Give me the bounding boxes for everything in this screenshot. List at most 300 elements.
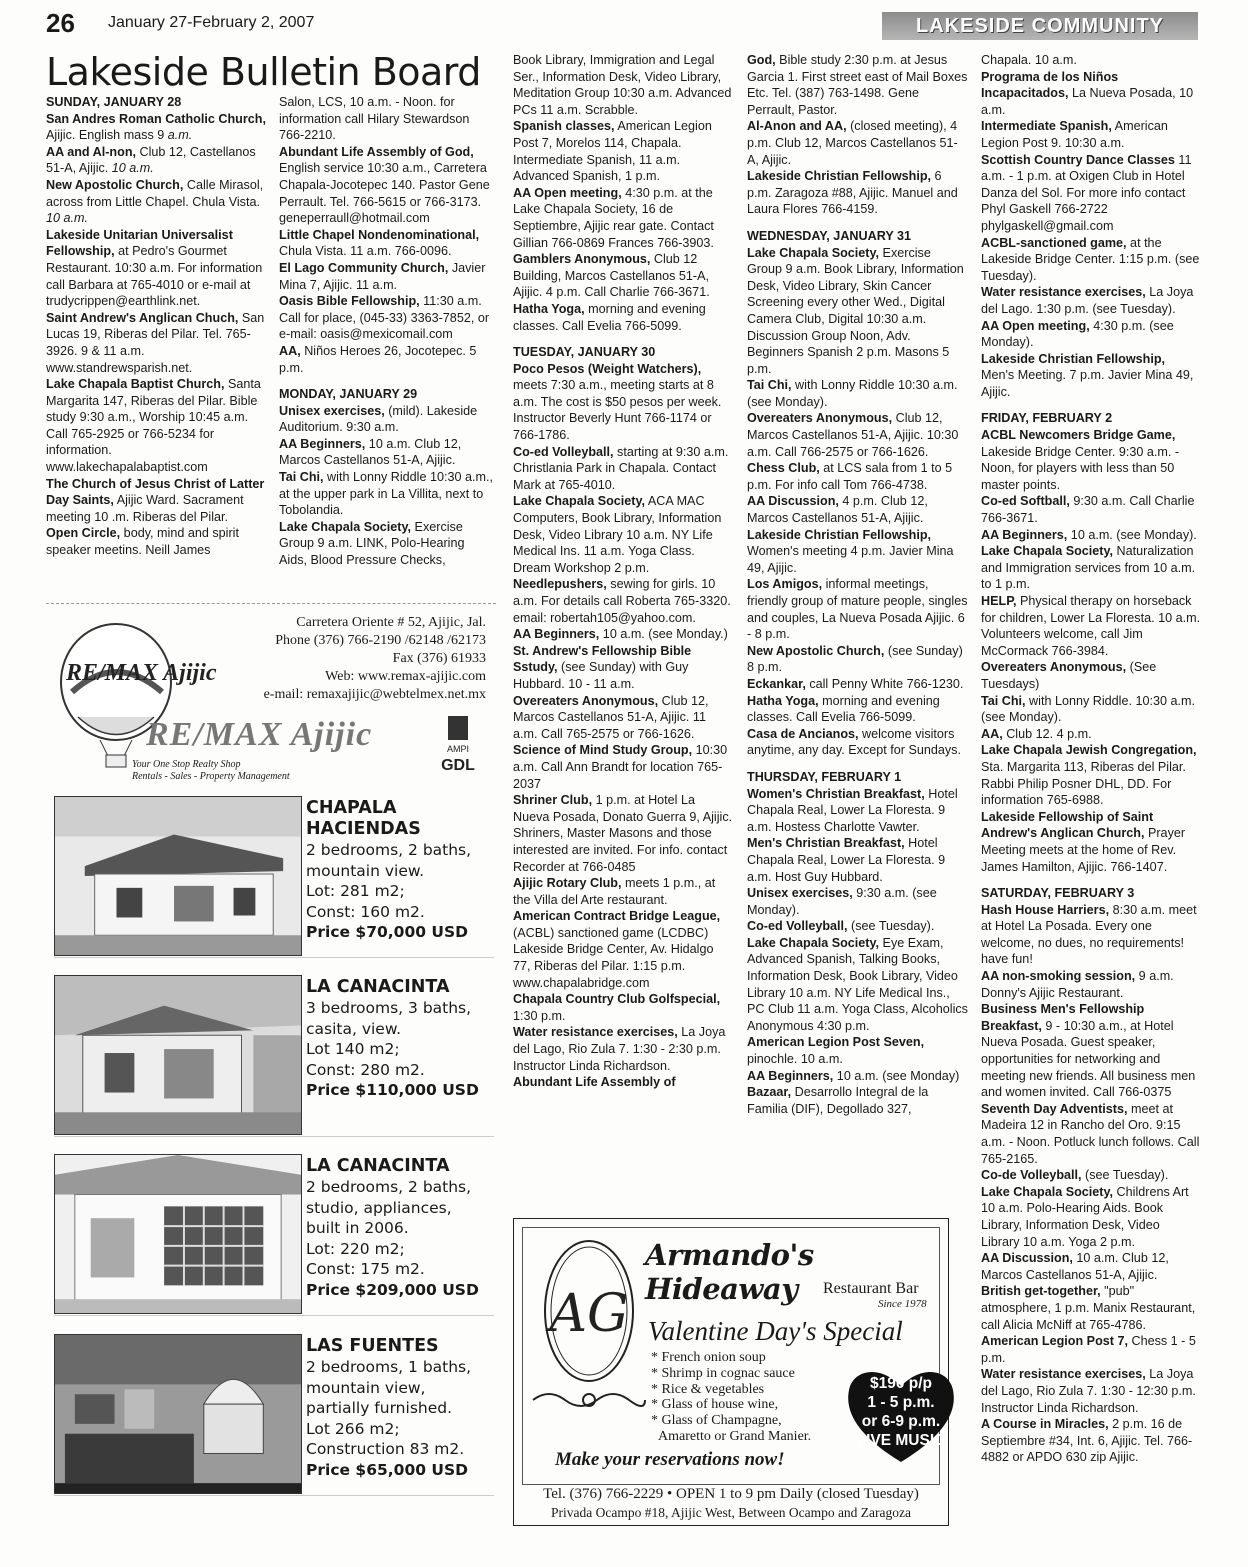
event-details: 10 a.m. Club 12, Marcos Castellanos 51-A, Ajijic. <box>279 436 462 468</box>
event-details: ACA MAC Computers, Book Library, Information Desk, Video Library 10 a.m. NY Life Medical Ins. 11 a.m. Yoga Class. Dream Workshop 2 p.m. <box>513 494 722 575</box>
event-details: 10:30 a.m. Call Ann Brandt for location 765-2037 <box>513 743 728 791</box>
listing-detail: 3 bedrooms, 3 baths, <box>306 999 472 1017</box>
event-listing <box>747 726 969 759</box>
event-name: Open Circle, <box>46 526 121 541</box>
event-details: 8:30 a.m. meet at Hotel La Posada. Every one welcome, no dues, no requirements! have fun! <box>981 902 1197 967</box>
event-listing <box>747 377 969 410</box>
event-listing <box>981 1283 1201 1333</box>
event-name: Lakeside Christian Fellowship, <box>747 169 932 184</box>
event-name: Lake Chapala Baptist Church, <box>46 377 225 392</box>
day-heading: SATURDAY, FEBRUARY 3 <box>981 886 1135 901</box>
special-heading: Valentine Day's Special <box>648 1316 903 1346</box>
event-details: 4:30 p.m. at the Lake Chapala Society, 16 de Septiembre, Ajijic rear gate. Contact Gillian 766-0869 Frances 766-3903. <box>513 185 714 250</box>
event-listing <box>279 94 495 144</box>
ampi-label: AMPI <box>446 744 470 754</box>
event-listing <box>981 543 1201 593</box>
event-listing <box>513 1074 733 1091</box>
event-details: (closed meeting), 4 p.m. Club 12, Marcos Castellanos 51-A, Ajijic. <box>747 119 958 167</box>
event-details: Desarrollo Integral de la Familia (DIF), Degollado 327, <box>747 1085 929 1116</box>
remax-slogan: Your One Stop Realty Shop <box>132 759 241 770</box>
price-time-2: or 6-9 p.m. <box>861 1413 941 1430</box>
event-listing <box>981 52 1201 69</box>
monogram-text: AG <box>549 1284 629 1344</box>
listing-name: LA CANACINTA <box>306 1156 450 1176</box>
gdl-label: GDL <box>441 757 475 774</box>
event-name: Poco Pesos (Weight Watchers), <box>513 361 702 376</box>
event-time: 10 a.m. <box>46 211 88 226</box>
event-name: British get-together, <box>981 1284 1101 1299</box>
event-name: Tai Chi, <box>279 470 324 485</box>
event-listing <box>981 659 1201 692</box>
event-details: English service 10:30 a.m., Carretera Chapala-Jocotepec 140. Pastor Gene Perrault. Tel. 766-5615 or 766-3173. geneperraull@hotmail.com <box>279 161 490 226</box>
event-listing <box>279 144 495 227</box>
event-listing <box>981 1101 1201 1167</box>
event-listing <box>513 792 733 875</box>
event-name: Intermediate Spanish, <box>981 119 1112 134</box>
event-listing <box>747 493 969 526</box>
event-name: AA Discussion, <box>981 1251 1073 1266</box>
event-name: Lake Chapala Society, <box>513 494 646 509</box>
listing-details <box>306 1156 494 1301</box>
event-name: AA Open meeting, <box>513 185 622 200</box>
event-details: Naturalization and Immigration services from 10 a.m. to 1 p.m. <box>981 544 1196 592</box>
event-listing <box>981 809 1201 875</box>
event-listing <box>981 1250 1201 1283</box>
event-name: Seventh Day Adventists, <box>981 1101 1128 1116</box>
event-name: Lake Chapala Society, <box>747 935 880 950</box>
price-heart-badge <box>845 1364 957 1464</box>
event-name: AA Beginners, <box>981 527 1068 542</box>
listing-detail: mountain view, <box>306 1378 426 1397</box>
event-name: Bazaar, <box>747 1085 792 1100</box>
event-details: Hotel Chapala Real, Lower La Floresta. 9 a.m. Host Guy Hubbard. <box>747 836 946 884</box>
event-listing <box>46 177 270 227</box>
restaurant-name: Armando's Hideaway <box>645 1238 814 1306</box>
price-time-1: 1 - 5 p.m. <box>867 1394 935 1411</box>
armandos-hideaway-advertisement <box>513 1218 949 1526</box>
event-details: 10 a.m. (see Monday) <box>833 1068 960 1083</box>
event-listing <box>46 376 270 476</box>
event-details: 2 p.m. 16 de Septiembre #34, Int. 6, Ajijic. Tel. 766-4882 or APDO 630 zip Ajijic. <box>981 1417 1193 1465</box>
event-details: 9:30 a.m. Call Charlie 766-3671. <box>981 494 1195 526</box>
event-listing <box>513 875 733 908</box>
event-listing <box>747 1068 969 1085</box>
listing-detail: casita, view. <box>306 1019 402 1038</box>
event-name: HELP, <box>981 594 1017 608</box>
event-details: Ajijic Ward. Sacrament meeting 10 .m. Riberas del Pilar. <box>46 493 244 524</box>
listing-detail: 2 bedrooms, 2 baths, <box>306 841 472 859</box>
event-details: (ACBL) sanctioned game (LCDBC) Lakeside Bridge Center, Av. Hidalgo 77, Riberas del Pilar. 1:15 p.m. www.chapalabridge.com <box>513 925 714 990</box>
event-details: morning and evening classes. Call Evelia 766-5099. <box>747 693 940 725</box>
event-name: Scottish Country Dance Classes <box>981 152 1175 167</box>
event-details: Ajijic. English mass 9 <box>46 128 168 143</box>
event-listing <box>513 576 733 626</box>
listing-details <box>306 977 494 1101</box>
event-listing <box>513 185 733 251</box>
event-details: sewing for girls. 10 a.m. For details call Roberta 765-3320. email: robertah105@yahoo.com. <box>513 577 731 625</box>
event-listing <box>747 52 969 118</box>
event-listing <box>747 643 969 676</box>
event-listing <box>981 284 1201 317</box>
event-details: Men's Meeting. 7 p.m. Javier Mina 49, Ajijic. <box>981 368 1194 399</box>
event-listing <box>513 118 733 184</box>
event-details: Hotel Chapala Real, Lower La Floresta. 9 a.m. Hostess Charlotte Vawter. <box>747 786 958 834</box>
day-heading: WEDNESDAY, JANUARY 31 <box>747 228 912 243</box>
event-name: Ajijic Rotary Club, <box>513 876 622 891</box>
kitchen-photo <box>54 1334 302 1494</box>
day-heading: TUESDAY, JANUARY 30 <box>513 345 656 360</box>
event-details: morning and evening classes. Call Evelia 766-5099. <box>513 301 706 333</box>
event-listing <box>747 918 969 935</box>
event-listing <box>981 902 1201 968</box>
remax-wordmark: RE/MAX Ajijic <box>146 716 373 753</box>
event-name: San Andres Roman Catholic Church, <box>46 111 266 126</box>
bulletin-column-3 <box>513 52 733 1212</box>
event-name: A Course in Miracles, <box>981 1417 1109 1432</box>
event-details: at LCS sala from 1 to 5 p.m. For info call Tom 766-4738. <box>747 461 953 492</box>
event-details: (see Sunday) 8 p.m. <box>747 643 963 675</box>
bulletin-column-2 <box>279 94 495 594</box>
event-details: 11:30 a.m. Call for place, (045-33) 3363-7852, or e-mail: oasis@mexicomail.com <box>279 294 490 342</box>
day-heading: FRIDAY, FEBRUARY 2 <box>981 411 1113 426</box>
section-banner: LAKESIDE COMMUNITY <box>882 12 1198 40</box>
event-listing <box>981 527 1201 544</box>
event-details: 10 a.m. Club 12, Marcos Castellanos 51-A, Ajijic. <box>981 1251 1169 1282</box>
event-name: Shriner Club, <box>513 793 593 808</box>
event-details: San Lucas 19, Riberas del Pilar. Tel. 765-3926. 9 & 11 a.m. www.standrewsparish.net. <box>46 310 265 375</box>
event-name: New Apostolic Church, <box>747 643 885 658</box>
event-details: La Joya del Lago. 1:30 p.m. (see Tuesday). <box>981 285 1194 316</box>
event-name: Science of Mind Study Group, <box>513 743 693 758</box>
event-name: El Lago Community Church, <box>279 260 449 275</box>
remax-website: Web: www.remax-ajijic.com <box>325 669 486 684</box>
event-listing <box>981 742 1201 808</box>
price-details <box>845 1374 957 1450</box>
event-name: Overeaters Anonymous, <box>981 660 1127 675</box>
event-details: American Legion Post 9. 10:30 a.m. <box>981 119 1168 150</box>
event-name: Saint Andrew's Anglican Chuch, <box>46 310 239 325</box>
event-listing <box>747 527 969 577</box>
day-heading: THURSDAY, FEBRUARY 1 <box>747 769 902 784</box>
scroll-ornament-icon <box>529 1386 649 1414</box>
event-listing <box>279 293 495 343</box>
event-name: Casa de Ancianos, <box>747 726 859 741</box>
listing-la-canacinta-1 <box>54 975 494 1137</box>
listing-detail: Lot 140 m2; <box>306 1040 400 1059</box>
remax-email: e-mail: remaxajijic@webtelmex.net.mx <box>263 687 486 702</box>
listing-detail: 2 bedrooms, 1 baths, <box>306 1358 472 1376</box>
event-name: Co-ed Volleyball, <box>513 444 614 459</box>
listing-price: Price $110,000 USD <box>306 1081 479 1100</box>
listing-name: LAS FUENTES <box>306 1336 439 1356</box>
event-details: Chapala. 10 a.m. <box>981 53 1077 67</box>
event-listing <box>747 168 969 218</box>
event-details: 6 p.m. Zaragoza #88, Ajijic. Manuel and Laura Flores 766-4159. <box>747 169 958 217</box>
event-name: The Church of Jesus Christ of Latter Day Saints, <box>46 476 265 508</box>
event-details: body, mind and spirit speaker meetins. Neill James <box>46 526 239 558</box>
event-details: 1:30 p.m. <box>513 1008 566 1023</box>
price-per-person: $190 p/p <box>869 1375 933 1392</box>
event-name: Hatha Yoga, <box>747 693 819 708</box>
event-details: call Penny White 766-1230. <box>805 676 964 691</box>
listing-name: LA CANACINTA <box>306 977 450 997</box>
event-listing <box>279 343 495 376</box>
day-heading: SUNDAY, JANUARY 28 <box>46 95 182 109</box>
listing-details <box>306 798 494 943</box>
issue-date: January 27-February 2, 2007 <box>108 14 315 31</box>
event-name: ACBL Newcomers Bridge Game, <box>981 428 1176 443</box>
event-details: (See Tuesdays) <box>981 660 1157 691</box>
event-listing <box>981 152 1201 235</box>
event-listing <box>747 245 969 378</box>
event-details: Club 12, Marcos Castellanos 51-A, Ajijic. 11 a.m. Call 765-2575 or 766-1626. <box>513 693 709 741</box>
event-listing <box>279 436 495 469</box>
event-listing <box>981 1184 1201 1250</box>
event-listing <box>981 1333 1201 1366</box>
event-details: Prayer Meeting meets at the home of Rev. James Hamilton, Ajijic. 766-1407. <box>981 826 1186 874</box>
event-name: Lakeside Unitarian Universalist Fellowship, <box>46 227 233 259</box>
listing-detail: built in 2006. <box>306 1219 409 1238</box>
event-details: Javier Mina 7, Ajijic. 11 a.m. <box>279 260 486 292</box>
event-details: Chula Vista. 11 a.m. 766-0096. <box>279 244 452 259</box>
event-listing <box>513 908 733 991</box>
event-details: Niños Heroes 26, Jocotepec. 5 p.m. <box>279 343 477 375</box>
event-details: (see Tuesday). <box>847 919 935 934</box>
event-details: (see Sunday) with Guy Hubbard. 10 - 11 a.m. <box>513 660 689 691</box>
event-listing <box>981 693 1201 726</box>
event-listing <box>747 1084 969 1117</box>
event-listing <box>279 403 495 436</box>
event-name: AA Open meeting, <box>981 318 1090 333</box>
event-name: Co-ed Volleyball, <box>747 919 848 934</box>
remax-fax: Fax (376) 61933 <box>392 651 486 666</box>
event-name: Men's Christian Breakfast, <box>747 836 905 851</box>
listing-details <box>306 1336 494 1481</box>
event-name: Business Men's Fellowship Breakfast, <box>981 1002 1145 1033</box>
event-details: with Lonny Riddle 10:30 a.m., at the upper park in La Villita, next to Tobolandia. <box>279 470 493 518</box>
event-name: AA and Al-non, <box>46 144 137 159</box>
event-name: Lake Chapala Society, <box>747 245 880 260</box>
page-title: Lakeside Bulletin Board <box>46 50 481 94</box>
restaurant-subtitle: Restaurant Bar <box>823 1280 919 1297</box>
event-name: Programa de los Niños Incapacitados, <box>981 69 1119 101</box>
event-details: at Pedro's Gourmet Restaurant. 10:30 a.m. For information call Barbara at 765-4010 or e-mail at trudycrippen@earthlink.net. <box>46 244 263 309</box>
event-name: Lake Chapala Jewish Congregation, <box>981 743 1197 758</box>
restaurant-phone-hours: Tel. (376) 766-2229 • OPEN 1 to 9 pm Daily (closed Tuesday) <box>543 1486 919 1502</box>
ampi-badge-icon <box>438 714 478 772</box>
event-name: Tai Chi, <box>747 378 792 393</box>
event-listing <box>981 493 1201 526</box>
event-details: La Joya del Lago, Rio Zula 7. 1:30 - 12:30 p.m. Instructor Linda Richardson. <box>981 1367 1196 1415</box>
event-name: Oasis Bible Fellowship, <box>279 294 420 309</box>
event-details: Calle Mirasol, across from Little Chapel. Chula Vista. <box>46 177 264 209</box>
event-listing <box>513 361 733 444</box>
listing-detail: Const: 280 m2. <box>306 1060 425 1079</box>
event-details: Club 12. 4 p.m. <box>1002 726 1092 741</box>
menu-item: * Glass of Champagne, <box>651 1413 782 1429</box>
event-details: Exercise Group 9 a.m. LINK, Polo-Hearing Aids, Blood Pressure Checks, <box>279 519 465 568</box>
event-details: starting at 9:30 a.m. Christlania Park in Chapala. Contact Mark at 765-4010. <box>513 444 729 492</box>
listing-chapala-haciendas <box>54 796 494 958</box>
event-name: St. Andrew's Fellowship Bible Sstudy, <box>513 643 692 675</box>
event-details: 10 a.m. (see Monday). <box>1067 527 1197 542</box>
event-details: Club 12, Castellanos 51-A, Ajijic. <box>46 144 256 176</box>
event-name: American Legion Post Seven, <box>747 1035 925 1050</box>
event-details: informal meetings, friendly group of mature people, singles and couples, La Nueva Posada Ajijic. 6 - 8 p.m. <box>747 577 968 642</box>
event-listing <box>747 118 969 168</box>
event-name: Lake Chapala Society, <box>981 1184 1114 1199</box>
event-listing <box>747 676 969 693</box>
house-photo <box>54 975 302 1135</box>
event-details: Book Library, Immigration and Legal Ser., Information Desk, Video Library, Meditation Group 10:30 a.m. Advanced PCs 11 a.m. Scrabble. <box>513 53 732 117</box>
listing-detail: Const: 175 m2. <box>306 1260 425 1279</box>
reservation-call-to-action: Make your reservations now! <box>555 1449 785 1470</box>
listing-detail: Lot: 281 m2; <box>306 882 405 901</box>
event-listing <box>279 519 495 569</box>
event-listing <box>513 1024 733 1074</box>
event-name: Unisex exercises, <box>279 403 385 418</box>
event-listing <box>279 260 495 293</box>
event-name: Lake Chapala Society, <box>279 519 412 534</box>
event-name: Chapala Country Club Golfspecial, <box>513 992 721 1007</box>
event-details: 4 p.m. Club 12, Marcos Castellanos 51-A, Ajijic. <box>747 494 928 526</box>
event-details: Bible study 2:30 p.m. at Jesus Garcia 1. First street east of Mail Boxes Etc. Tel. (387) 763-1498. Gene Perrault, Pastor. <box>747 53 968 117</box>
event-listing <box>981 1001 1201 1101</box>
event-listing <box>513 693 733 743</box>
listing-detail: studio, appliances, <box>306 1198 452 1217</box>
event-listing <box>981 318 1201 351</box>
event-listing <box>747 835 969 885</box>
event-name: Unisex exercises, <box>747 886 853 901</box>
event-listing <box>513 52 733 118</box>
event-listing <box>747 885 969 918</box>
event-listing <box>747 693 969 726</box>
event-listing <box>513 251 733 301</box>
event-details: (see Tuesday). <box>1081 1168 1169 1183</box>
menu-item: * Glass of house wine, <box>651 1397 779 1413</box>
event-listing <box>981 1167 1201 1184</box>
event-name: AA Beginners, <box>747 1068 834 1083</box>
event-name: Abundant Life Assembly of God, <box>279 144 474 159</box>
event-listing <box>46 476 270 526</box>
event-details: Club 12, Marcos Castellanos 51-A, Ajijic. 10:30 a.m. Call 766-2575 or 766-1626. <box>747 411 959 459</box>
event-name: Little Chapel Nondenominational, <box>279 227 480 242</box>
ad-inner-frame <box>522 1227 946 1485</box>
listing-detail: Lot: 220 m2; <box>306 1239 405 1258</box>
event-listing <box>513 626 733 643</box>
event-name: Water resistance exercises, <box>981 1367 1146 1382</box>
event-listing <box>981 427 1201 493</box>
event-name: Hash House Harriers, <box>981 902 1110 917</box>
ag-monogram-logo <box>539 1236 639 1386</box>
event-listing <box>981 235 1201 285</box>
event-listing <box>747 576 969 642</box>
event-details: 9:30 a.m. (see Monday). <box>747 886 937 917</box>
event-listing <box>981 1416 1201 1466</box>
house-photo <box>54 796 302 956</box>
event-name: ACBL-sanctioned game, <box>981 235 1127 250</box>
page-number: 26 <box>46 8 75 38</box>
event-details: Chess 1 - 5 p.m. <box>981 1334 1196 1365</box>
event-listing <box>981 968 1201 1001</box>
event-listing <box>513 991 733 1024</box>
remax-contact-block <box>264 614 486 704</box>
event-name: Tai Chi, <box>981 693 1026 708</box>
event-details: American Legion Post 7, Morelos 114, Chapala. Intermediate Spanish, 11 a.m. Advanced Spanish, 1 p.m. <box>513 119 712 184</box>
event-name: God, <box>747 53 776 67</box>
event-listing <box>46 227 270 310</box>
event-details: Women's meeting 4 p.m. Javier Mina 49, Ajijic. <box>747 544 954 575</box>
event-name: Lakeside Christian Fellowship, <box>747 527 932 542</box>
event-name: AA Beginners, <box>279 436 366 451</box>
event-listing <box>981 118 1201 151</box>
event-name: Lakeside Christian Fellowship, <box>981 351 1166 366</box>
special-menu <box>651 1350 811 1445</box>
event-name: Gamblers Anonymous, <box>513 252 651 267</box>
listing-detail: partially furnished. <box>306 1399 453 1418</box>
event-details: 10 a.m. (see Monday.) <box>599 627 728 642</box>
event-details: with Lonny Riddle 10:30 a.m. (see Monday). <box>747 378 958 409</box>
house-photo <box>54 1154 302 1314</box>
event-listing <box>513 493 733 576</box>
remax-address: Carretera Oriente # 52, Ajijic, Jal. <box>296 615 486 630</box>
event-name: Needlepushers, <box>513 577 607 592</box>
event-details: 9 a.m. Donny's Ajijic Restaurant. <box>981 969 1174 1000</box>
bulletin-column-1 <box>46 94 270 594</box>
balloon-logo-text: RE/MAX Ajijic <box>66 660 217 686</box>
listing-name: CHAPALA <box>306 798 397 818</box>
event-listing <box>46 310 270 376</box>
event-details: pinochle. 10 a.m. <box>747 1052 843 1067</box>
event-listing <box>747 460 969 493</box>
event-listing <box>747 410 969 460</box>
event-name: Chess Club, <box>747 461 820 476</box>
event-listing <box>279 469 495 519</box>
event-listing <box>513 742 733 792</box>
event-details: 9 - 10:30 a.m., at Hotel Nueva Posada. Guest speaker, opportunities for networking and meeting new friends. All business men and women invited. Call 766-0375 <box>981 1018 1196 1100</box>
listing-detail: Lot 266 m2; <box>306 1419 400 1438</box>
event-name: AA Beginners, <box>513 627 600 642</box>
listing-la-canacinta-2 <box>54 1154 494 1316</box>
event-details: with Lonny Riddle. 10:30 a.m. (see Monday). <box>981 693 1195 725</box>
event-details: welcome visitors anytime, any day. Except for Sundays. <box>747 726 961 758</box>
event-details: Eye Exam, Advanced Spanish, Talking Books, Information Desk, Book Library, Video Library 10 a.m. NY Life Medical Ins., PC Club 11 a.m. Yoga Class, Alcoholics Anonymous 4:30 p.m. <box>747 935 968 1033</box>
menu-item: * Rice & vegetables <box>651 1381 765 1397</box>
remax-phone: Phone (376) 766-2190 /62148 /62173 <box>275 633 486 648</box>
event-name: Water resistance exercises, <box>981 285 1146 300</box>
event-name: Overeaters Anonymous, <box>747 411 893 426</box>
event-listing <box>981 1366 1201 1416</box>
restaurant-address: Privada Ocampo #18, Ajijic West, Between Ocampo and Zaragoza <box>550 1505 912 1520</box>
listing-las-fuentes <box>54 1334 494 1496</box>
event-name: American Contract Bridge League, <box>513 909 721 924</box>
event-details: Sta. Margarita 113, Riberas del Pilar. Rabbi Philip Posner DHL, DD. For information 765-6988. <box>981 759 1186 808</box>
event-listing <box>981 593 1201 659</box>
event-details: meets 1 p.m., at the Villa del Arte restaurant. <box>513 876 716 907</box>
listing-detail: mountain view. <box>306 861 425 880</box>
event-listing <box>747 935 969 1035</box>
listing-detail: Const: 160 m2. <box>306 902 425 921</box>
listing-name-line2: HACIENDAS <box>306 819 421 839</box>
event-details: 1 p.m. at Hotel La Nueva Posada, Donato Guerra 9, Ajijic. Shriners, Master Masons and those interested are invited. For info. contact Recorder at 766-0485 <box>513 793 733 874</box>
event-details: La Joya del Lago, Rio Zula 7. 1:30 - 2:30 p.m. Instructor Linda Richardson. <box>513 1025 726 1073</box>
menu-item: * Shrimp in cognac sauce <box>651 1365 795 1381</box>
event-details: meet at Madeira 12 in Rancho del Oro. 9:15 a.m. - Noon. Potluck lunch follows. Call 765-2165. <box>981 1101 1200 1166</box>
event-listing <box>46 111 270 144</box>
event-name: Women's Christian Breakfast, <box>747 786 925 801</box>
event-name: AA Discussion, <box>747 494 839 509</box>
event-listing <box>513 643 733 693</box>
